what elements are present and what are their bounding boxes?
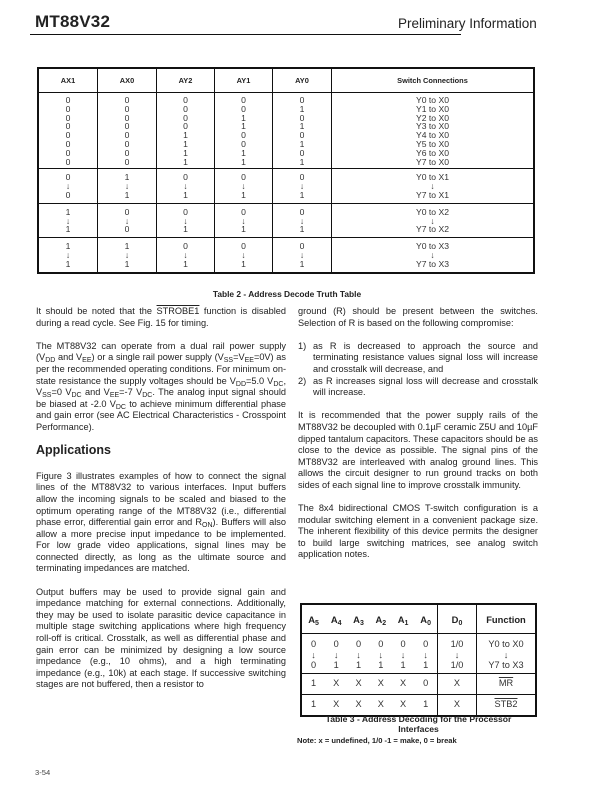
col-header-d0: $D_0$ <box>438 604 477 634</box>
cell-ax0: 0 0 0 0 0 0 0 0 <box>98 93 157 169</box>
table-header-row <box>301 604 536 634</box>
table-row: 1 X X X X 1 X STB2 <box>301 694 536 716</box>
applications-paragraph: Figure 3 illustrates examples of how to connect the signal lines of the MT88V32 to various interfaces. Input buffers allow the incoming signals to be scaled and biased to the optimum operating range of the MT88V32 (i.e., differential phase error, differential gain error and $R_{ON}$). Buffers will also allow a more precise input impedance to be implemented. For low grade video applications, signal lines may be connected directly, as long as the ultimate source and terminating impedances are matched. <box>36 470 286 574</box>
preliminary-label: Preliminary Information <box>398 16 537 31</box>
cell-ay1: 0 ↓ 1 <box>215 169 273 203</box>
stb2-signal: STB2 <box>494 699 518 710</box>
cell-switch-connections: Y0 to X1 ↓ Y7 to X1 <box>332 169 535 203</box>
output-buffers-paragraph: Output buffers may be used to provide signal gain and impedance matching for external connections. Additionally, they may be used to isolate parasitic device capacitance in multiple stage switching applications where high frequency roll-off is critical. Crosstalk, as well as differential phase and gain error can be minimized by designing a low source impedance (e.g., 10 ohms), and a high terminating impedance (e.g., 10k) at each stage. If successive switching stages are not buffered, then a resistor to <box>36 586 286 690</box>
decoupling-paragraph: It is recommended that the power supply rails of the MT88V32 be decoupled with 0.1µF ceramic Z5U and 10µF dipped tantalum capacitors. These capacitors should be as close to the device as possible. The signal pins of the MT88V32 are interleaved with analog ground lines. This allows the circuit designer to run ground tracks on both sides of each signal line to improve crosstalk immunity. <box>298 410 538 490</box>
list-item: 2) as R increases signal loss will decrease and crosstalk will increase. <box>298 375 538 398</box>
col-header-ax0: AX0 <box>98 68 157 93</box>
cell-ay0: 0 ↓ 1 <box>273 238 332 273</box>
table2-caption: Table 2 - Address Decode Truth Table <box>212 289 362 299</box>
table-row <box>38 203 534 237</box>
cell-ay0: 0 1 0 1 0 1 0 1 <box>273 93 332 169</box>
strobe-paragraph: It should be noted that the STROBE1 function is disabled during a read cycle. See Fig. 15 for timing. <box>36 306 286 328</box>
cell-ay1: 0 ↓ 1 <box>215 203 273 237</box>
cell-ax1: 1 ↓ 1 <box>38 238 98 273</box>
col-header-ay1: AY1 <box>215 68 273 93</box>
cell-ax1: 1 ↓ 1 <box>38 203 98 237</box>
table3-note: Note: x = undefined, 1/0 -1 = make, 0 = break <box>297 736 457 745</box>
table-row: 1 X X X X 0 X $\overline{MR}$ <box>301 673 536 694</box>
col-header-a0: $A_0$ <box>414 604 437 634</box>
mr-signal: $\overline{MR}$ <box>498 678 514 689</box>
cell-function <box>477 673 537 694</box>
cell-ay0: 0 ↓ 1 <box>273 169 332 203</box>
ground-resistor-paragraph: ground (R) should be present between the switches. Selection of R is based on the following compromise: <box>298 306 538 328</box>
cell-ay2: 0 ↓ 1 <box>157 203 215 237</box>
strobe1-signal: STROBE1 <box>156 306 200 316</box>
cell-ay1: 0 0 1 1 0 0 1 1 <box>215 93 273 169</box>
cell-switch-connections: Y0 to X0 Y1 to X0 Y2 to X0 Y3 to X0 Y4 to X0 Y5 to X0 Y6 to X0 Y7 to X0 <box>332 93 535 169</box>
applications-heading: Applications <box>36 443 112 458</box>
table-row: 0 ↓ 0 0 ↓ 1 0 ↓ 1 0 ↓ 1 0 ↓ 1 0 ↓ 1 1/0 ↓ 1/0 Y0 to X0 ↓ Y7 to X3 <box>301 634 536 674</box>
header-rule <box>30 34 461 35</box>
col-header-function: Function <box>477 604 537 634</box>
col-header-ay0: AY0 <box>273 68 332 93</box>
cell-switch-connections: Y0 to X2 ↓ Y7 to X2 <box>332 203 535 237</box>
cell-function: Y0 to X0 ↓ Y7 to X3 <box>477 634 537 674</box>
cell-ay2: 0 0 0 0 1 1 1 1 <box>157 93 215 169</box>
cell-ax0: 0 ↓ 0 <box>98 203 157 237</box>
cell-function <box>477 694 537 716</box>
cell-ay2: 0 ↓ 1 <box>157 238 215 273</box>
cell-ay2: 0 ↓ 1 <box>157 169 215 203</box>
list-item: 1) as R is decreased to approach the source and terminating resistance values signal loss will increase and crosstalk will decrease, and <box>298 340 538 374</box>
page-number: 3-54 <box>35 768 51 777</box>
cell-ay0: 0 ↓ 1 <box>273 203 332 237</box>
table3-caption: Table 3 - Address Decoding for the Processor Interfaces <box>325 714 512 734</box>
table-row <box>38 169 534 203</box>
cell-ax0: 1 ↓ 1 <box>98 238 157 273</box>
col-header-a3: $A_3$ <box>347 604 369 634</box>
col-header-ax1: AX1 <box>38 68 98 93</box>
table-row <box>38 238 534 273</box>
col-header-a1: $A_1$ <box>392 604 414 634</box>
left-column <box>36 306 286 703</box>
col-header-a2: $A_2$ <box>370 604 392 634</box>
cell-ax1: 0 0 0 0 0 0 0 0 <box>38 93 98 169</box>
right-column <box>298 306 538 573</box>
cell-ax1: 0 ↓ 0 <box>38 169 98 203</box>
cell-ax0: 1 ↓ 1 <box>98 169 157 203</box>
col-header-a5: $A_5$ <box>301 604 325 634</box>
col-header-ay2: AY2 <box>157 68 215 93</box>
processor-address-decoding-table <box>300 603 537 717</box>
document-title: MT88V32 <box>35 12 111 31</box>
cell-ay1: 0 ↓ 1 <box>215 238 273 273</box>
table-header-row <box>38 68 534 93</box>
tswitch-paragraph: The 8x4 bidirectional CMOS T-switch configuration is a modular switching element in a convenient package size. The inherent flexibility of this device permits the designer to build large switching matrices, see analog switch application notes. <box>298 503 538 560</box>
col-header-a4: $A_4$ <box>325 604 347 634</box>
table-row <box>38 93 534 169</box>
address-decode-truth-table <box>37 67 535 274</box>
col-header-switch-connections: Switch Connections <box>332 68 535 93</box>
power-supply-paragraph: The MT88V32 can operate from a dual rail power supply ($V_{DD}$ and $V_{EE}$) or a single rail power supply $(V_{SS}=V_{EE}=0V)$ as per the recommended operating conditions. For minimum on-state resistance the supply voltages should be $V_{DD}=5.0$ $V_{DC}$, $V_{SS}=0$ $V_{DC}$ and $V_{EE}=-7$ $V_{DC}$. The analog input signal should be biased at -2.0 $V_{DC}$ to achieve minimum differential phase and gain error (see AC Electrical Characteristics - Crosspoint Performance). <box>36 340 287 432</box>
cell-switch-connections: Y0 to X3 ↓ Y7 to X3 <box>332 238 535 273</box>
